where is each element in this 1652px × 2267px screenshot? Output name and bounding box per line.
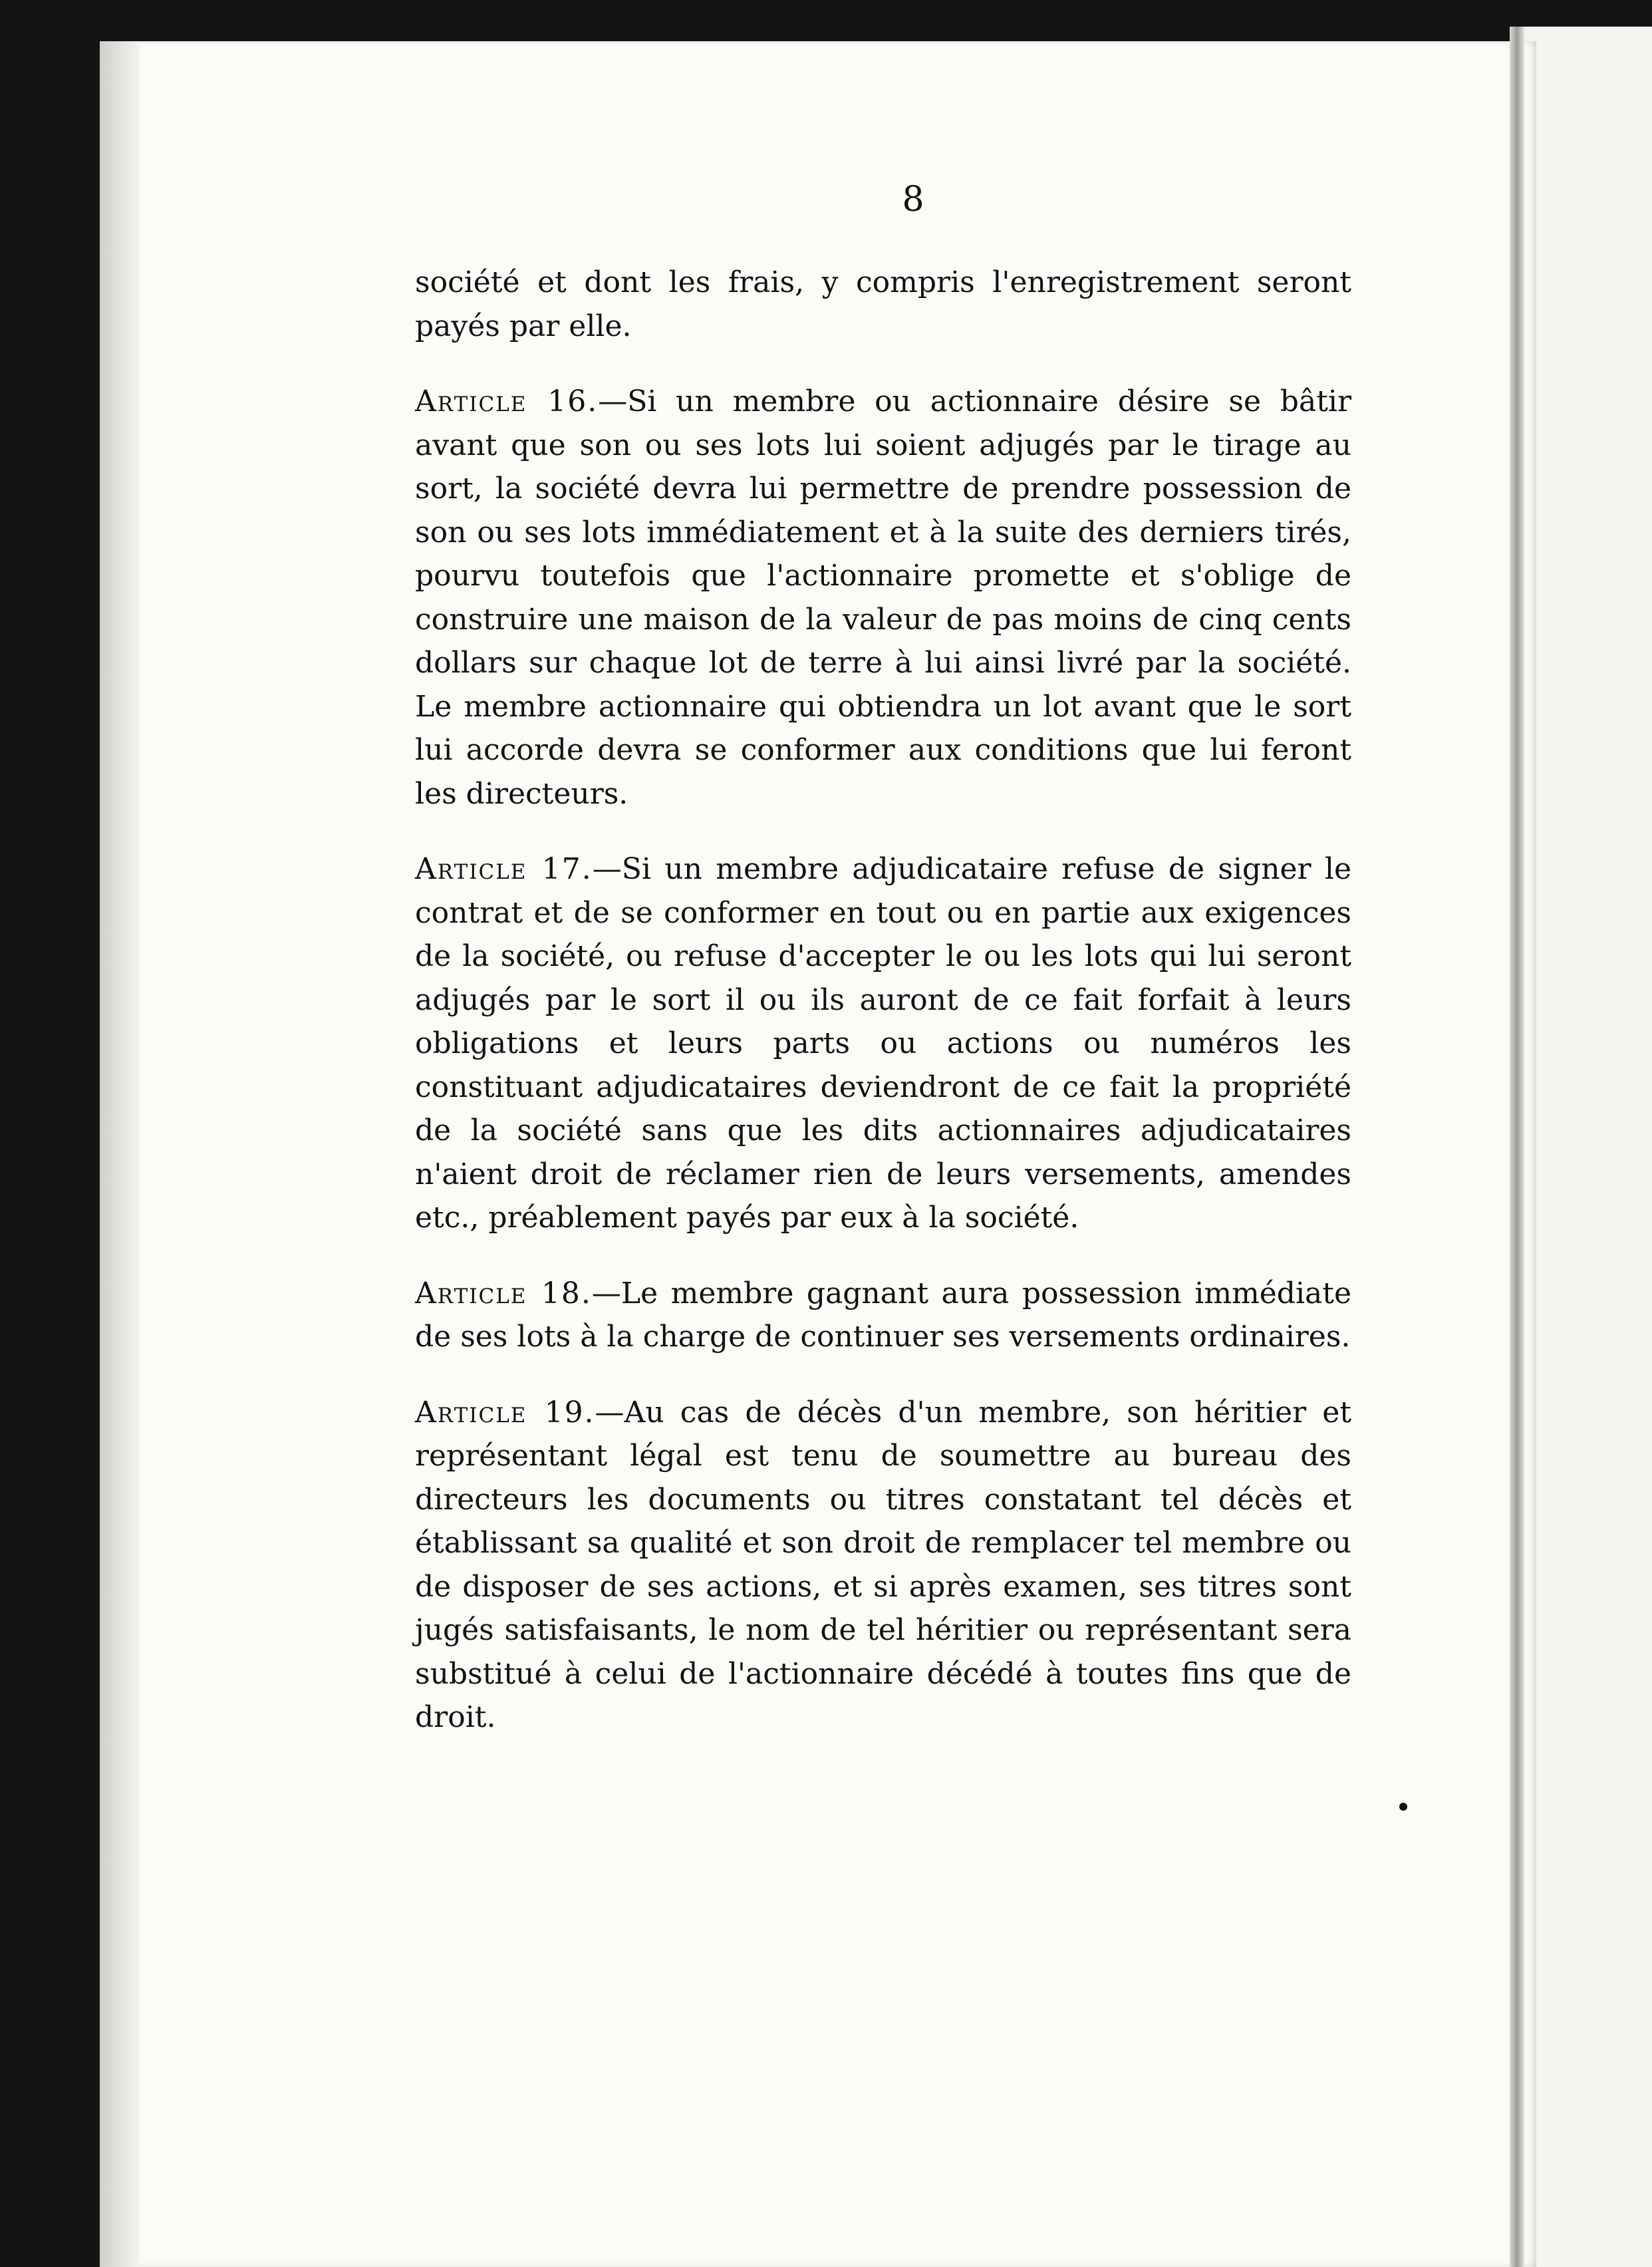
article-18 bbox=[415, 1272, 1351, 1359]
paragraph-continuation bbox=[415, 261, 1351, 348]
adjacent-page bbox=[1524, 27, 1652, 2267]
article-17 bbox=[415, 847, 1351, 1240]
ink-speck bbox=[1399, 1803, 1407, 1811]
article-text: —Si un membre adjudicataire refuse de signer le contrat et de se conformer en tout ou en partie aux exigences de la société, ou refuse d'accepter le ou les lots qui lui seront adjugés par le sort il ou ils auront de ce fait forfait à leurs obligations et leurs parts ou actions ou numéros les constituant adjudicataires deviendront de ce fait la propriété de la société sans que les dits actionnaires adjudicataires n'aient droit de réclamer rien de leurs versements, amendes etc., préablement payés par eux à la société. bbox=[415, 852, 1351, 1235]
article-text: —Le membre gagnant aura possession immédiate de ses lots à la charge de continuer ses versements ordinaires. bbox=[415, 1276, 1351, 1354]
article-label: Article 19. bbox=[415, 1395, 595, 1430]
page-gutter-shadow bbox=[100, 41, 140, 2267]
article-text: —Au cas de décès d'un membre, son héritier et représentant légal est tenu de soumettre au bureau des directeurs les documents ou titres constatant tel décès et établissant sa qualité et son droit de remplacer tel membre ou de disposer de ses actions, et si après examen, ses titres sont jugés satisfaisants, le nom de tel héritier ou représentant sera substitué à celui de l'actionnaire décédé à toutes fins que de droit. bbox=[415, 1395, 1351, 1734]
page-number: 8 bbox=[902, 180, 924, 220]
article-label: Article 16. bbox=[415, 384, 599, 418]
article-19 bbox=[415, 1391, 1351, 1739]
page-fold bbox=[1510, 27, 1524, 2267]
paragraph-text: société et dont les frais, y compris l'enregistrement seront payés par elle. bbox=[415, 265, 1351, 343]
article-label: Article 17. bbox=[415, 852, 593, 886]
page-text bbox=[415, 180, 1351, 1771]
article-text: —Si un membre ou actionnaire désire se bâtir avant que son ou ses lots lui soient adjugés par le tirage au sort, la société devra lui permettre de prendre possession de son ou ses lots immédiatement et à la suite des derniers tirés, pourvu toutefois que l'actionnaire promette et s'oblige de construire une maison de la valeur de pas moins de cinq cents dollars sur chaque lot de terre à lui ainsi livré par la société. Le membre actionnaire qui obtiendra un lot avant que le sort lui accorde devra se conformer aux conditions que lui feront les directeurs. bbox=[415, 384, 1351, 811]
article-16 bbox=[415, 380, 1351, 816]
article-label: Article 18. bbox=[415, 1276, 592, 1310]
